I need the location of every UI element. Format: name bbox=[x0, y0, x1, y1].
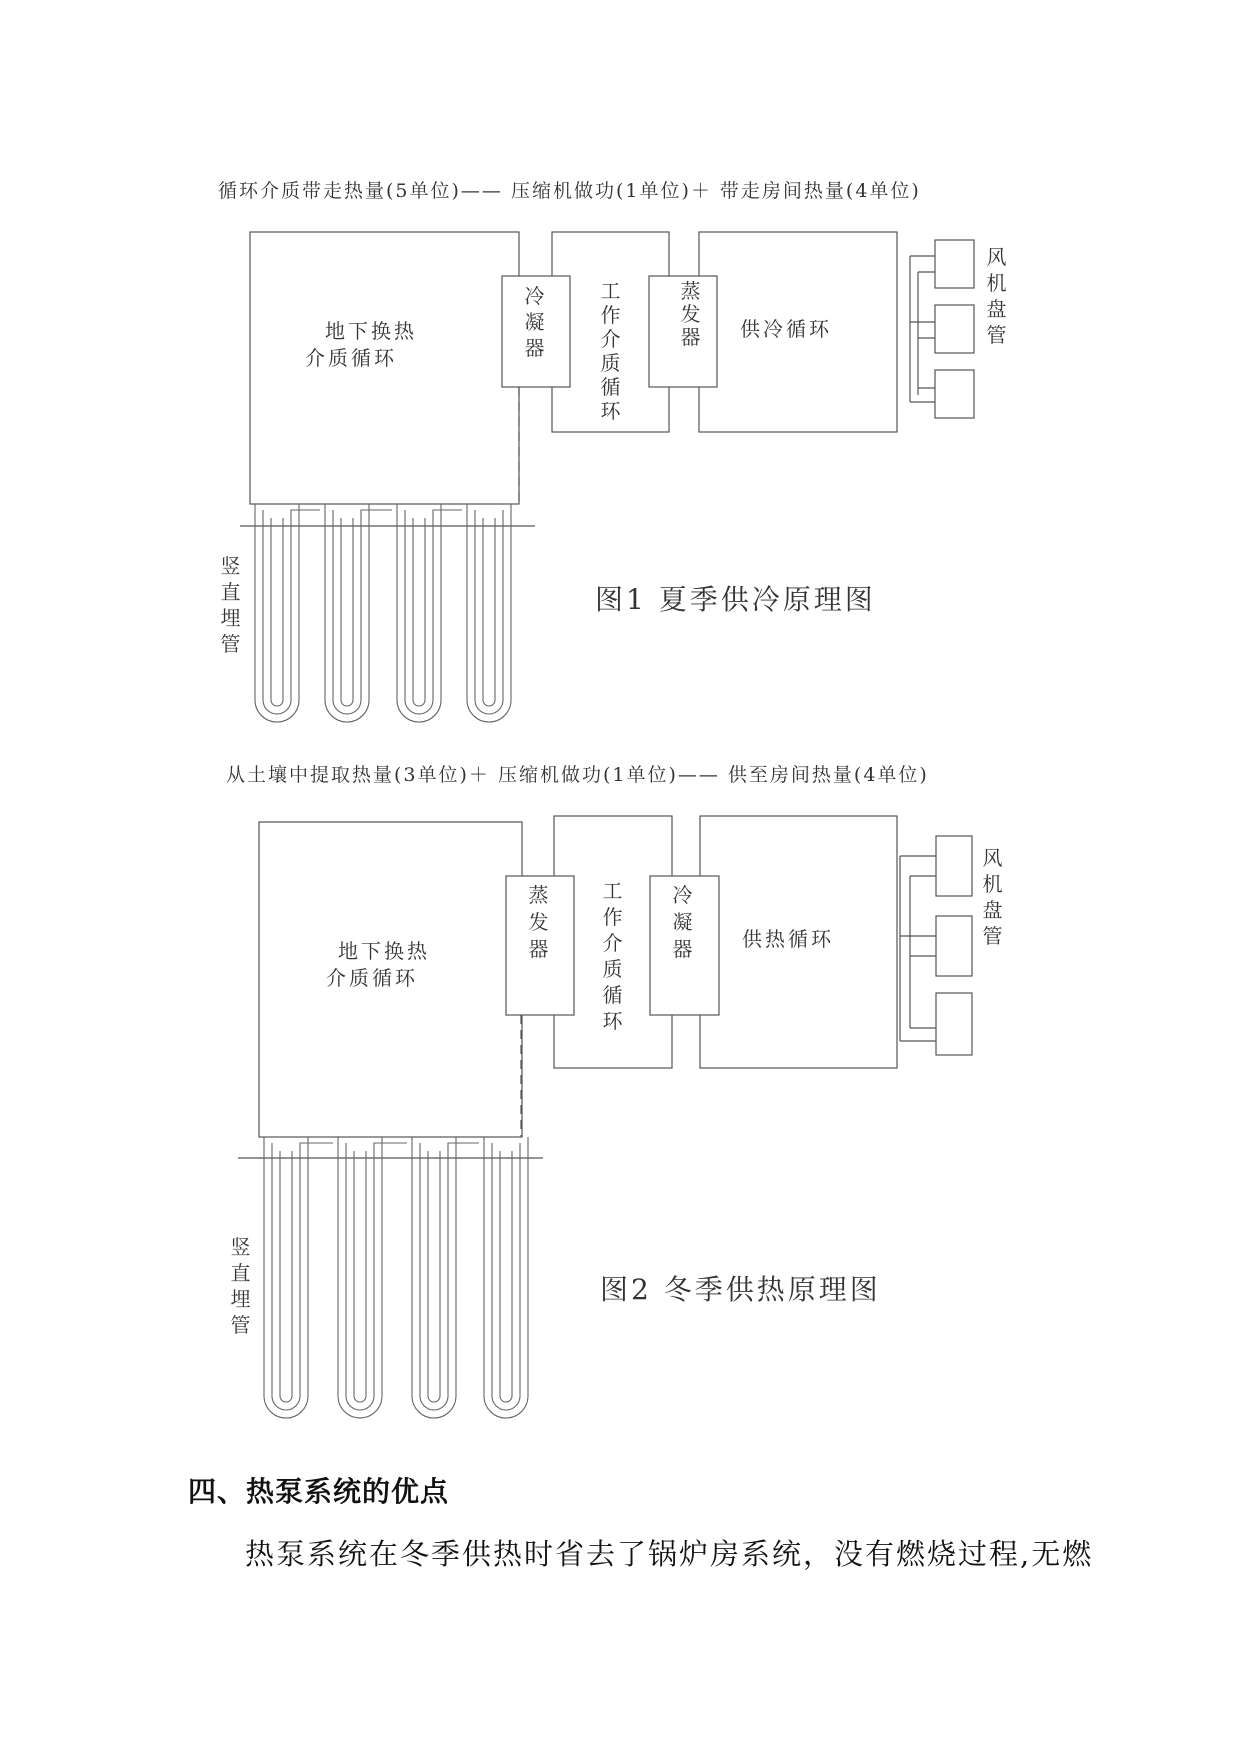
svg-text:管: 管 bbox=[230, 1313, 254, 1337]
figure1-condenser-label bbox=[525, 284, 548, 360]
svg-text:工: 工 bbox=[600, 279, 624, 303]
figure1-fan-coil-label bbox=[987, 245, 1010, 347]
svg-text:发: 发 bbox=[680, 302, 704, 326]
svg-text:盘: 盘 bbox=[986, 297, 1010, 321]
figure1-ground-loop-label-2: 介质循环 bbox=[305, 346, 397, 370]
figure2-fan-coil-label bbox=[983, 846, 1006, 948]
svg-text:环: 环 bbox=[600, 399, 624, 423]
svg-text:蒸: 蒸 bbox=[528, 883, 552, 907]
figure1-caption: 图1 夏季供冷原理图 bbox=[595, 583, 876, 616]
svg-text:作: 作 bbox=[600, 303, 624, 327]
svg-text:埋: 埋 bbox=[220, 606, 244, 630]
svg-text:凝: 凝 bbox=[672, 910, 696, 934]
svg-text:介: 介 bbox=[602, 931, 626, 955]
svg-text:埋: 埋 bbox=[230, 1287, 254, 1311]
figure2-vertical-pipe-label bbox=[231, 1235, 254, 1337]
figure2-caption: 图2 冬季供热原理图 bbox=[600, 1273, 881, 1306]
svg-text:直: 直 bbox=[220, 580, 244, 604]
figure1-vertical-pipe-label bbox=[221, 554, 244, 656]
svg-text:介: 介 bbox=[600, 327, 624, 351]
section-paragraph: 热泵系统在冬季供热时省去了锅炉房系统，没有燃烧过程,无燃 bbox=[245, 1537, 1094, 1571]
figure2-evaporator-label bbox=[529, 883, 552, 961]
svg-text:直: 直 bbox=[230, 1261, 254, 1285]
figure2-fan-coils bbox=[900, 836, 972, 1055]
svg-text:蒸: 蒸 bbox=[680, 279, 704, 303]
svg-text:机: 机 bbox=[986, 271, 1010, 295]
svg-text:质: 质 bbox=[602, 957, 626, 981]
svg-text:冷: 冷 bbox=[672, 883, 696, 907]
svg-text:器: 器 bbox=[528, 937, 552, 961]
svg-text:凝: 凝 bbox=[524, 310, 548, 334]
svg-text:风: 风 bbox=[982, 846, 1006, 870]
svg-text:管: 管 bbox=[982, 924, 1006, 948]
svg-text:竖: 竖 bbox=[230, 1235, 254, 1259]
figure-2-winter-heating bbox=[0, 740, 1241, 1460]
figure1-ground-loop-label-1: 地下换热 bbox=[325, 319, 417, 343]
figure1-supply-loop-label: 供冷循环 bbox=[740, 317, 832, 341]
svg-text:质: 质 bbox=[600, 351, 624, 375]
figure2-header: 从土壤中提取热量(3单位)＋ 压缩机做功(1单位)—— 供至房间热量(4单位) bbox=[226, 764, 929, 786]
svg-text:器: 器 bbox=[672, 937, 696, 961]
svg-text:环: 环 bbox=[602, 1009, 626, 1033]
figure1-buried-pipes bbox=[255, 504, 511, 722]
svg-text:管: 管 bbox=[986, 323, 1010, 347]
svg-text:盘: 盘 bbox=[982, 898, 1006, 922]
figure-1-summer-cooling bbox=[0, 0, 1241, 740]
figure2-buried-pipes bbox=[264, 1137, 528, 1418]
svg-text:循: 循 bbox=[602, 983, 626, 1007]
svg-text:作: 作 bbox=[602, 905, 626, 929]
svg-text:管: 管 bbox=[220, 632, 244, 656]
figure1-working-loop-label bbox=[601, 279, 624, 423]
svg-text:器: 器 bbox=[680, 325, 704, 349]
svg-text:机: 机 bbox=[982, 872, 1006, 896]
svg-text:发: 发 bbox=[528, 910, 552, 934]
figure2-ground-loop-label-1: 地下换热 bbox=[338, 939, 430, 963]
svg-text:循: 循 bbox=[600, 375, 624, 399]
section-title: 四、热泵系统的优点 bbox=[188, 1475, 450, 1508]
figure2-ground-loop-label-2: 介质循环 bbox=[326, 966, 418, 990]
figure1-fan-coils bbox=[910, 240, 974, 418]
svg-text:冷: 冷 bbox=[524, 284, 548, 308]
figure2-supply-loop-label: 供热循环 bbox=[742, 927, 834, 951]
svg-text:风: 风 bbox=[986, 245, 1010, 269]
svg-text:器: 器 bbox=[524, 336, 548, 360]
figure2-working-loop-label bbox=[603, 879, 626, 1033]
figure1-header: 循环介质带走热量(5单位)—— 压缩机做功(1单位)＋ 带走房间热量(4单位) bbox=[218, 180, 921, 202]
figure1-evaporator-label bbox=[681, 279, 704, 349]
svg-text:工: 工 bbox=[602, 879, 626, 903]
figure2-condenser-label bbox=[673, 883, 696, 961]
svg-text:竖: 竖 bbox=[220, 554, 244, 578]
